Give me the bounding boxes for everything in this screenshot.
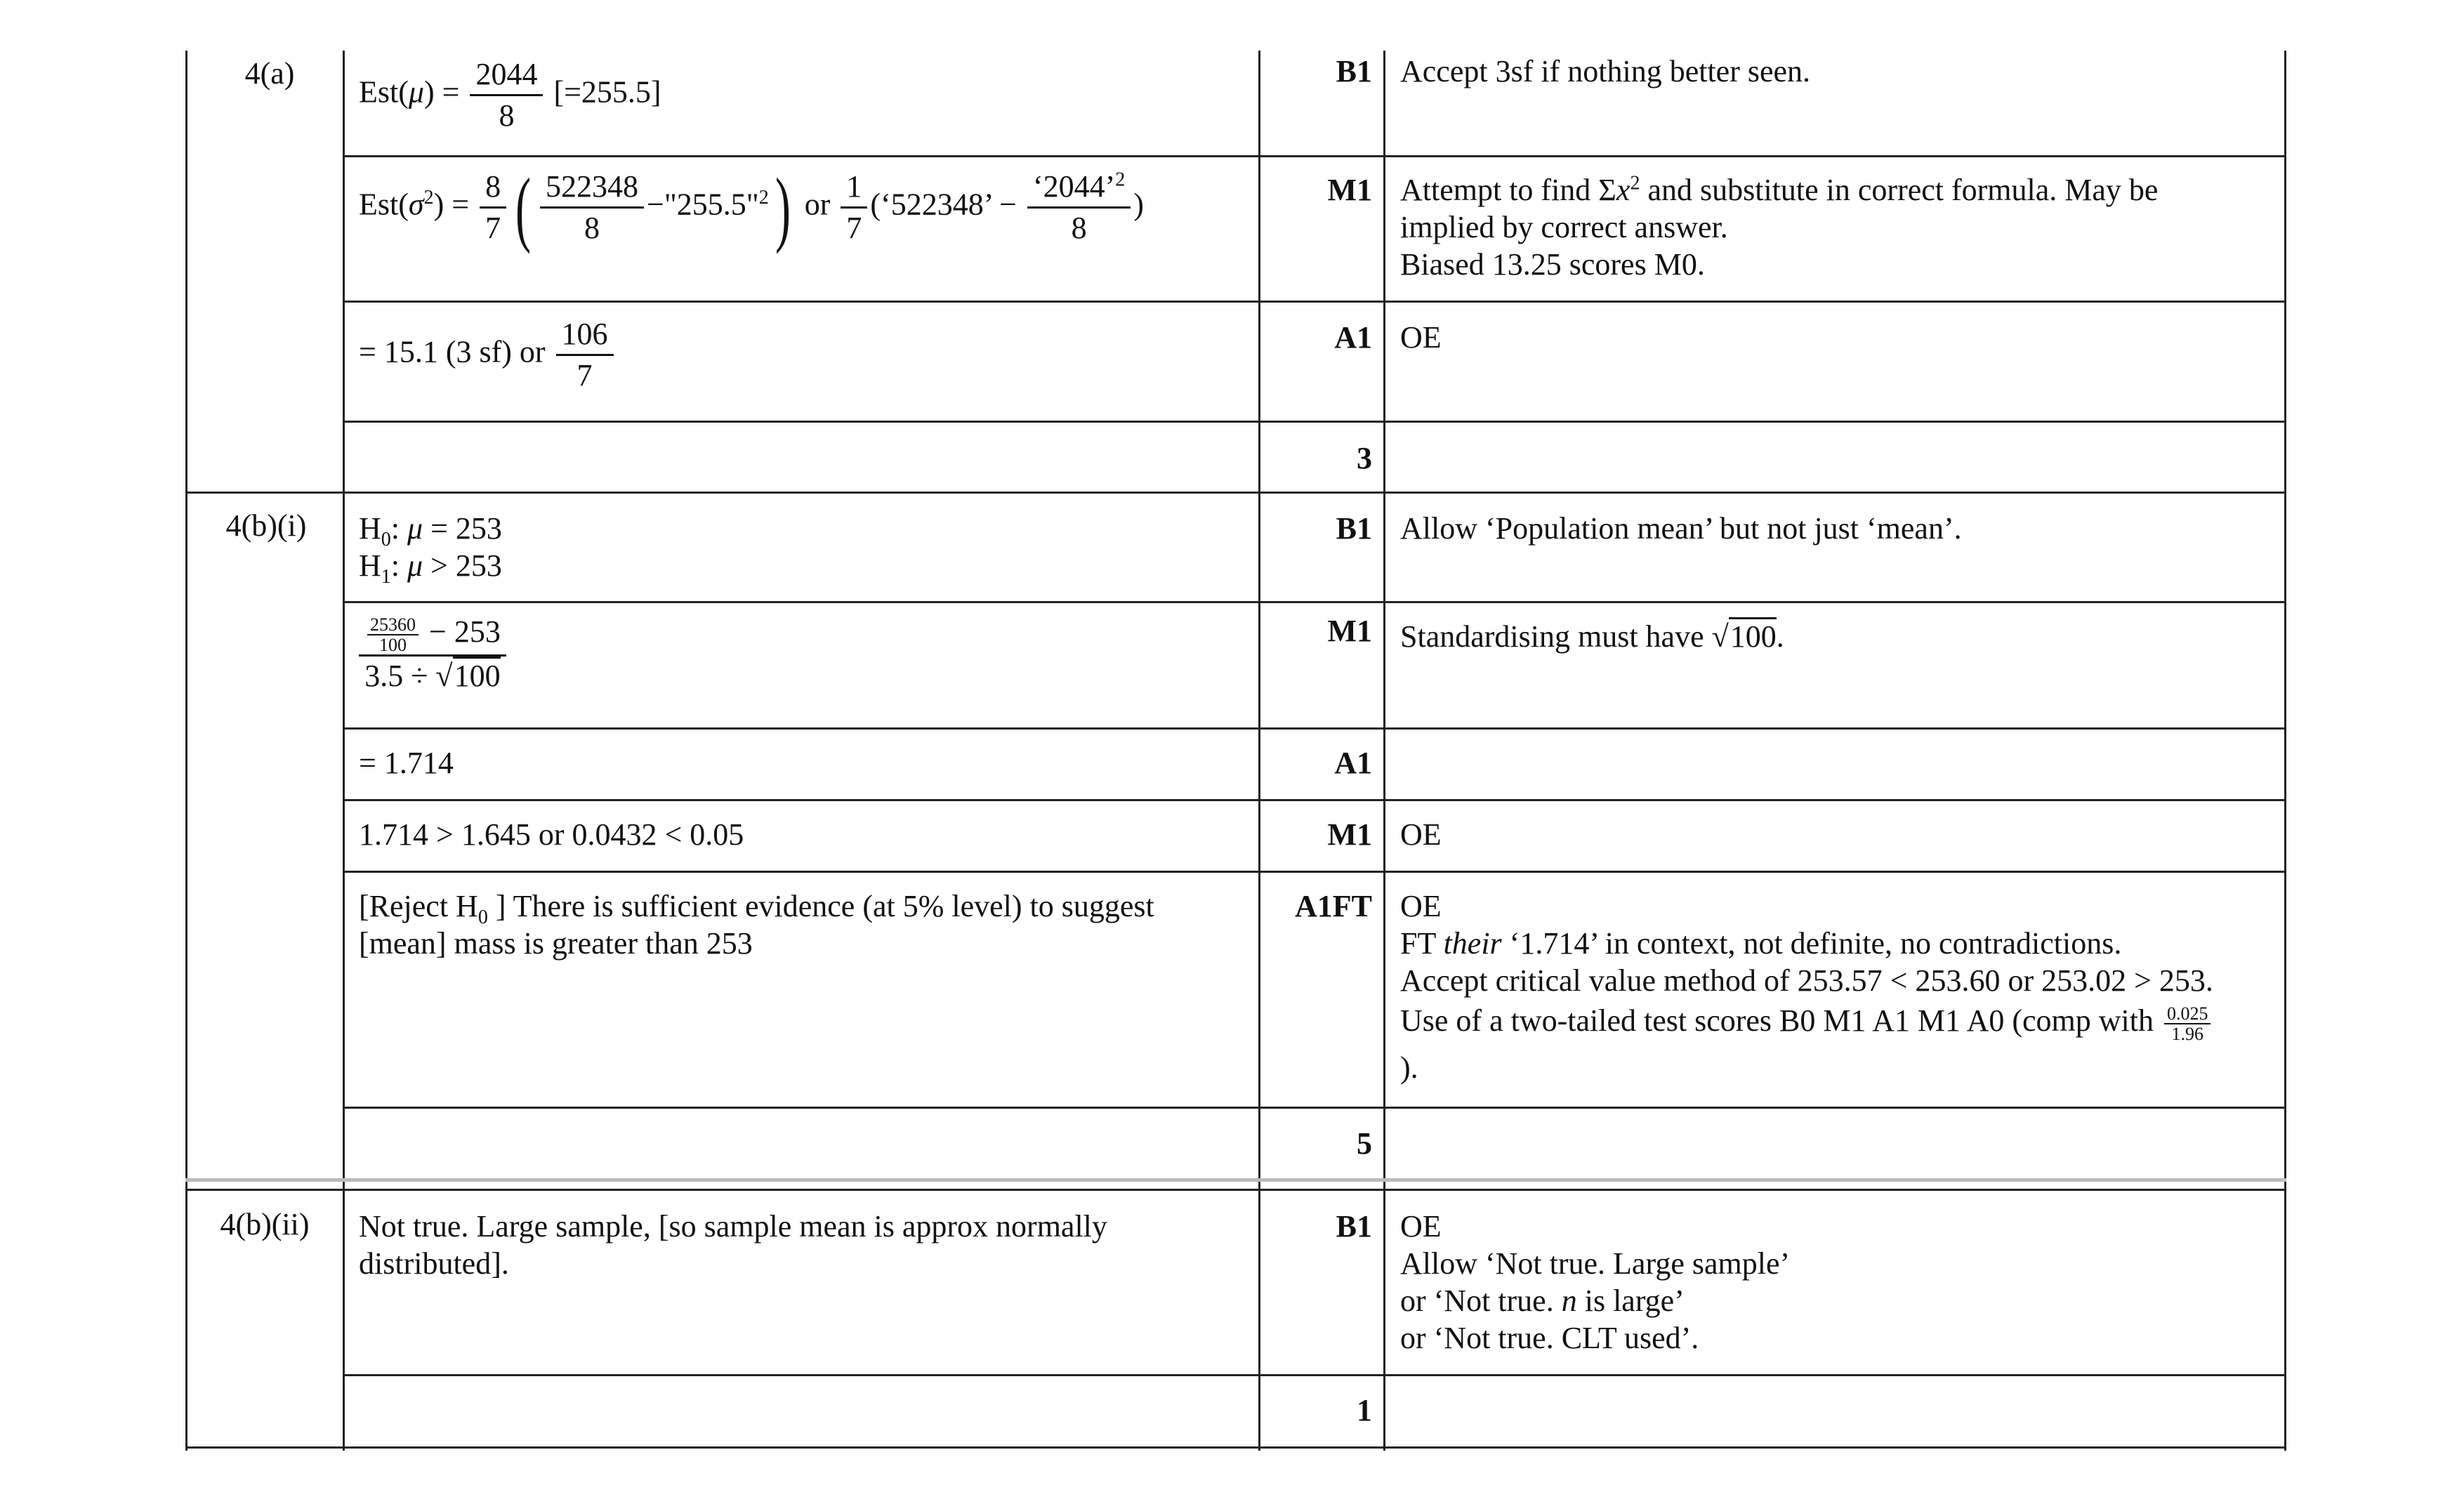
table-border-right: [2284, 51, 2286, 1451]
fraction: $\frac{1}{7}$: [841, 167, 867, 248]
question-number: 4(a): [244, 56, 295, 91]
table-border-bottom: [185, 1446, 2286, 1449]
mark-code: B1: [1336, 511, 1372, 546]
row-divider: [343, 871, 2286, 873]
fraction: $\frac{8}{7}$: [480, 167, 506, 248]
table-border-left: [185, 51, 187, 1451]
section-divider: [185, 1189, 2286, 1191]
mark-code: A1: [1334, 320, 1372, 355]
mark-code: A1: [1334, 746, 1372, 780]
subtotal-marks: 1: [1357, 1393, 1372, 1427]
fraction: $\frac{25360}{100}$ − 253 3.5 ÷ √100: [359, 612, 506, 696]
guidance-text: OE FT their ‘1.714’ in context, not definite, no contradictions. Accept critical value method of 253.57 < 253.60 or 253.02 > 253. Use of a two-tailed test scores B0 M1 A1 M1 A0 (comp with $\frac{0.025}{1.96}$ ).: [1400, 889, 2213, 1085]
question-number: 4(b)(i): [225, 508, 307, 543]
guidance-text: Standardising must have √100.: [1400, 618, 1784, 655]
mark-code: M1: [1327, 614, 1372, 648]
row-divider: [343, 727, 2286, 730]
answer-conclusion: [Reject $H_0$ ] There is sufficient evidence (at 5% level) to suggest [mean] mass is greater than 253: [359, 889, 1154, 961]
section-divider: [185, 1178, 2286, 1182]
fraction: $\frac{106}{7}$: [556, 315, 614, 395]
fraction: $\frac{522348}{8}$: [540, 167, 644, 248]
guidance-text: OE: [1400, 320, 1442, 355]
answer-est-mu: Est(μ) = $\frac{2044}{8}$ [=255.5]: [359, 55, 661, 136]
row-divider: [343, 421, 2286, 423]
guidance-text: OE Allow ‘Not true. Large sample’ or ‘Not true. n is large’ or ‘Not true. CLT used’.: [1400, 1209, 1791, 1355]
col-divider-marks: [1258, 51, 1260, 1451]
mark-code: M1: [1327, 173, 1372, 207]
row-divider: [343, 1107, 2286, 1109]
mark-code: B1: [1336, 54, 1372, 88]
col-divider-answer: [343, 51, 345, 1451]
fraction: $\frac{0.025}{1.96}$: [2164, 1004, 2211, 1043]
answer-test-statistic: = 1.714: [359, 746, 454, 780]
section-divider: [185, 492, 2286, 494]
fraction: $\frac{2044}{8}$: [470, 55, 543, 136]
answer-comparison: 1.714 > 1.645 or 0.0432 < 0.05: [359, 817, 744, 852]
fraction: $\frac{25360}{100}$: [367, 615, 419, 654]
row-divider: [343, 601, 2286, 603]
mark-code: A1FT: [1295, 889, 1372, 923]
answer-variance-value: = 15.1 (3 sf) or $\frac{106}{7}$: [359, 315, 617, 395]
subtotal-marks: 3: [1357, 441, 1372, 475]
guidance-text: OE: [1400, 817, 1442, 852]
answer-hypotheses: $H_0$: μ = 253 $H_1$: μ > 253: [359, 511, 502, 588]
question-number: 4(b)(ii): [220, 1207, 310, 1241]
guidance-text: Attempt to find $\Sigma x^2$ and substitute in correct formula. May be implied by correct answer. Biased 13.25 scores M0.: [1400, 172, 2159, 282]
subtotal-marks: 5: [1357, 1126, 1372, 1161]
answer-est-sigma: $Est(\sigma^2)$ = $\frac{8}{7}$ ( $\frac{522348}{8}$ −"255.5"$^2$) or $\frac{1}{7}$ (‘522348’ − $\frac{‘2044’^2}{8}$ ): [359, 160, 1144, 254]
guidance-text: Accept 3sf if nothing better seen.: [1400, 54, 1811, 88]
mark-scheme-table: [185, 51, 2286, 1451]
mark-code: B1: [1336, 1209, 1372, 1244]
row-divider: [343, 799, 2286, 801]
answer-clt: Not true. Large sample, [so sample mean is approx normally distributed].: [359, 1209, 1107, 1281]
fraction: $\frac{‘2044’^2}{8}$: [1027, 167, 1131, 248]
row-divider: [343, 301, 2286, 303]
row-divider: [343, 1374, 2286, 1376]
col-divider-guidance: [1383, 51, 1385, 1451]
answer-standardising: [356, 612, 509, 696]
row-divider: [343, 155, 2286, 157]
guidance-text: Allow ‘Population mean’ but not just ‘mean’.: [1400, 511, 1962, 546]
mark-code: M1: [1327, 817, 1372, 852]
